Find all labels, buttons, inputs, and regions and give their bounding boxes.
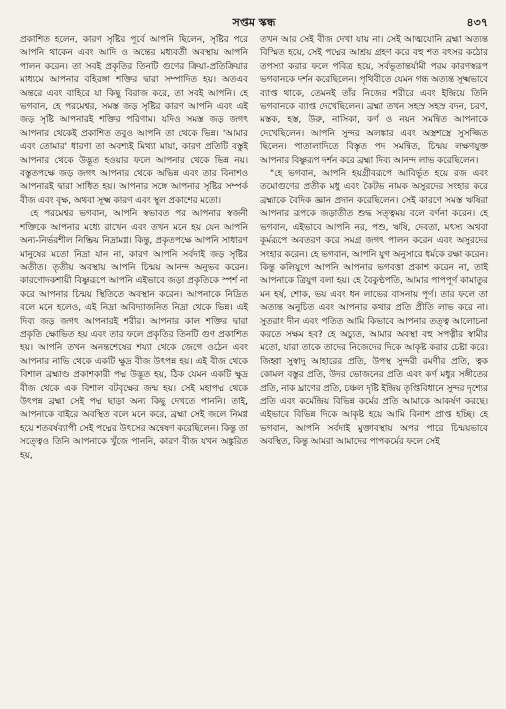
right-column — [260, 34, 488, 463]
paragraph: হে পরমেশ্বর ভগবান, আপনি স্বভাবত পর আপনার স্বজনী শক্তিকে আপনার মধ্যে রাখেন এবং তখন মনে হয় যেন আপনি অন্য-নির্ভরশীল নিষ্ক্রিয় নিদ্রামগ্ন। কিন্তু, প্রকৃতপক্ষে আপনি সাধারণ মানুষের মতো নিদ্রা যান না, কারণ আপনি সর্বদাই জড় সৃষ্টির অতীত। তৃতীয় অবস্থায় আপনি চিন্ময় আনন্দ অনুভব করেন। কারণোদকশায়ী বিষ্ণুরূপে আপনি এইভাবে জড়া প্রকৃতিকে স্পর্শ না করে আপনার চিন্ময় স্থিতিতে অবস্থান করেন। আপনাকে নিদ্রিত বলে মনে হলেও, এই নিদ্রা অবিদ্যাজনিত নিদ্রা থেকে ভিন্ন। এই দিব্য জড় জগৎ আপনারই শরীর। আপনার কাল শক্তির দ্বারা প্রকৃতি ক্ষোভিত হয় এবং তার ফলে প্রকৃতির তিনটি গুণ প্রকাশিত হয়। আপনি তখন অনন্তশেষের শয্যা থেকে জেগে ওঠেন এবং আপনার নাভি থেকে একটি ক্ষুদ্র বীজ উৎপন্ন হয়। এই বীজ থেকে বিশাল ব্রহ্মাণ্ড প্রকাশকারী পদ্ম উদ্ভূত হয়, ঠিক যেমন একটি ক্ষুদ্র বীজ থেকে এক বিশাল বটবৃক্ষের জন্ম হয়। সেই মহাপদ্ম থেকে উৎপন্ন ব্রহ্মা সেই পদ্ম ছাড়া অন্য কিছু দেখতে পাননি। তাই, আপনাকে বাইরে অবস্থিত বলে মনে করে, ব্রহ্মা সেই জলে নিমগ্ন হয়ে শতবর্ষব্যাপী সেই পদ্মের উৎসের অন্বেষণ করেছিলেন। কিন্তু তা সত্ত্বেও তিনি আপনাকে খুঁজে পাননি, কারণ বীজ যখন অঙ্কুরিত হয়, — [20, 209, 248, 461]
page-header — [20, 8, 488, 30]
text-columns — [20, 34, 488, 463]
paragraph: "হে ভগবান, আপনি হয়গ্রীবরূপে আবির্ভূত হয়ে রজ এবং তমোগুণের প্রতীক মধু এবং কৈটভ নামক অসুরদের সংহার করে ব্রহ্মাকে বৈদিক জ্ঞান প্রদান করেছিলেন। সেই কারণে সমস্ত ঋষিরা আপনার রূপকে জড়াতীত শুদ্ধ সত্ত্বময় বলে বর্ণনা করেন। হে ভগবান, এইভাবে আপনি নর, পশু, ঋষি, দেবতা, মৎস্য অথবা কূর্মরূপে অবতরণ করে সমগ্র জগৎ পালন করেন এবং অসুরদের সংহার করেন। হে ভগবান, আপনি যুগ অনুসারে ধর্মকে রক্ষা করেন। কিন্তু কলিযুগে আপনি আপনার ভগবত্তা প্রকাশ করেন না, তাই আপনাকে ত্রিযুগ বলা হয়। হে বৈকুণ্ঠপতি, আমার পাপপূর্ণ কামাতুর মন হর্ষ, শোক, ভয় এবং ধন লাভের বাসনায় পূর্ণ। তার ফলে তা অত্যন্ত অনুচিত এবং আপনার কথার প্রতি প্রীতি লাভ করে না। সুতরাং দীন এবং পতিত আমি কিভাবে আপনার তত্ত্ব আলোচনা করতে সক্ষম হব? হে অচ্যুত, আমার অবস্থা বহু সপত্নীর স্বামীর মতো, যারা তাকে তাদের নিজেদের দিকে আকৃষ্ট করার চেষ্টা করে। জিহ্বা সুস্বাদু আহারের প্রতি, উপস্থ সুন্দরী রমণীর প্রতি, ত্বক কোমল বস্তুর প্রতি, উদর ভোজনের প্রতি এবং কর্ণ মধুর সঙ্গীতের প্রতি, নাক ঘ্রাণের প্রতি, চঞ্চল দৃষ্টি ইন্দ্রিয় তৃপ্তিবিধানে সুন্দর দৃশ্যের প্রতি এবং কর্মেন্দ্রিয় বিভিন্ন কর্মের প্রতি আমাকে আকর্ষণ করছে। এইভাবে বিভিন্ন দিকে আকৃষ্ট হয়ে আমি বিনাশ প্রাপ্ত হচ্ছি। হে ভগবান, আপনি সর্বদাই মুক্তাবস্থায় অপর পারে চিন্ময়ভাবে অবস্থিত, কিন্তু আমরা আমাদের পাপকর্মের ফলে সেই — [260, 169, 488, 448]
page-number: ৪৩৭ — [466, 16, 488, 29]
paragraph: প্রকাশিত হলেন, কারণ সৃষ্টির পূর্বে আপনি ছিলেন, সৃষ্টির পরে আপনি থাকেন এবং আদি ও অন্তের মধ্যবর্তী অবস্থায় আপনি পালন করেন। তা সবই প্রকৃতির তিনটি গুণের ক্রিয়া-প্রতিক্রিয়ার মাধ্যমে আপনার বহিরঙ্গা শক্তির দ্বারা সম্পাদিত হয়। অতএব অন্তরে এবং বাহিরে যা কিছু বিরাজ করে, তা সবই আপনি। হে ভগবান, হে পরমেশ্বর, সমস্ত জড় সৃষ্টির কারণ আপনি এবং এই জড় সৃষ্টি আপনারই শক্তির পরিণাম। যদিও সমস্ত জড় জগৎ আপনার থেকেই প্রকাশিত তবুও আপনি তা থেকে ভিন্ন। 'আমার এবং তোমার' ধারণা তা অবশ্যই মিথ্যা মায়া, কারণ প্রতিটি বস্তুই আপনার থেকে উদ্ভূত হওয়ার ফলে আপনার থেকে ভিন্ন নয়। বস্তুতপক্ষে জড় জগৎ আপনার থেকে অভিন্ন এবং তার বিনাশও আপনারই দ্বারা সাধিত হয়। আপনার সঙ্গে আপনার সৃষ্টির সম্পর্ক বীজ এবং বৃক্ষ, অথবা সূক্ষ্ম কারণ এবং স্থূল প্রকাশের মতো। — [20, 35, 248, 206]
chapter-title: সপ্তম স্কন্ধ — [232, 16, 276, 29]
left-column — [20, 34, 248, 463]
paragraph: তখন আর সেই বীজ দেখা যায় না। সেই আত্মযোনি ব্রহ্মা অত্যন্ত বিস্মিত হয়ে, সেই পদ্মের আশ্রয় গ্রহণ করে বহু শত বৎসর কঠোর তপস্যা করার ফলে পবিত্র হয়ে, সর্বভূতান্তর্যামী পরম কারণস্বরূপ ভগবানকে দর্শন করেছিলেন। পৃথিবীতে যেমন গন্ধ অত্যন্ত সূক্ষ্মভাবে ব্যাপ্ত থাকে, তেমনই তাঁর নিজের শরীরে এবং ইন্দ্রিয়ে তিনি ভগবানকে ব্যাপ্ত দেখেছিলেন। ব্রহ্মা তখন সহস্র সহস্র বদন, চরণ, মস্তক, হস্ত, উরু, নাসিকা, কর্ণ ও নয়ন সমন্বিত আপনাকে দেখেছিলেন। আপনি সুন্দর অলঙ্কার এবং অস্ত্রশস্ত্রে সুসজ্জিত ছিলেন। পাতালাদিতে বিস্তৃত পদ সমন্বিত, চিন্ময় লক্ষণযুক্ত আপনার বিষ্ণুরূপ দর্শন করে ব্রহ্মা দিব্য আনন্দ লাভ করেছিলেন। — [260, 35, 488, 166]
